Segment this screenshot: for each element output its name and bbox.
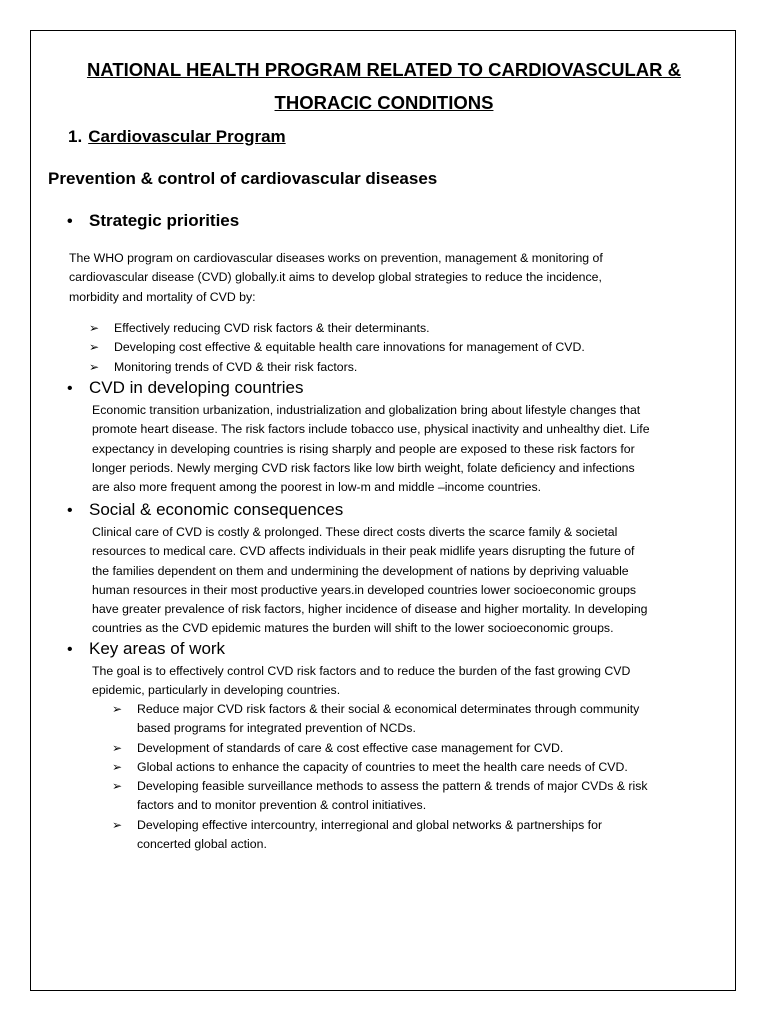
para-line: promote heart disease. The risk factors include tobacco use, physical inactivity and unhealthy diet. Life — [92, 422, 650, 437]
para-line: the families dependent on them and undermining the development of nations by depriving valuable — [92, 563, 629, 578]
arrow-bullet-icon: ➢ — [112, 817, 123, 832]
para-line: are also more frequent among the poorest in low-m and middle –income countries. — [92, 480, 542, 495]
para-line: human resources in their most productive years.in developed countries lower socioeconomic groups — [92, 582, 637, 597]
bullet-icon: • — [67, 380, 73, 397]
para-line: countries as the CVD epidemic matures the burden will shift to the lower socioeconomic groups. — [92, 621, 614, 636]
list-item: ➢ Developing feasible surveillance methods to assess the pattern & trends of major CVDs & risk — [137, 777, 648, 796]
para-line: expectancy in developing countries is rising sharply and people are exposed to these risk factors for — [92, 441, 635, 456]
bullet-icon: • — [67, 213, 73, 230]
social-paragraph — [92, 523, 648, 639]
key-paragraph — [92, 662, 630, 701]
arrow-bullet-icon: ➢ — [112, 759, 123, 774]
list-item-continuation: concerted global action. — [137, 837, 267, 852]
arrow-bullet-icon: ➢ — [112, 740, 123, 755]
list-item-continuation: based programs for integrated prevention of NCDs. — [137, 721, 416, 736]
list-item: ➢ Reduce major CVD risk factors & their social & economical determinates through community — [137, 700, 648, 719]
arrow-bullet-icon: ➢ — [112, 702, 123, 716]
para-line: Clinical care of CVD is costly & prolonged. These direct costs diverts the scarce family & societal — [92, 525, 618, 539]
section-number: 1. — [68, 127, 83, 146]
para-line: have greater prevalence of risk factors, higher incidence of disease and higher mortality. In developing — [92, 602, 648, 617]
arrow-bullet-icon: ➢ — [89, 359, 100, 374]
list-item: ➢ Monitoring trends of CVD & their risk factors. — [114, 358, 585, 377]
para-line: cardiovascular disease (CVD) globally.it aims to develop global strategies to reduce the incidence, — [69, 270, 602, 285]
strategic-paragraph — [69, 249, 603, 307]
document-page — [30, 30, 736, 991]
heading-text: Strategic priorities — [89, 211, 240, 230]
strategic-list — [89, 319, 585, 377]
para-line: longer periods. Newly merging CVD risk factors like low birth weight, folate deficiency and infections — [92, 460, 635, 475]
para-line: resources to medical care. CVD affects individuals in their peak midlife years disrupting the future of — [92, 544, 635, 559]
heading-key-areas — [67, 639, 225, 659]
para-line: morbidity and mortality of CVD by: — [69, 289, 256, 304]
list-item: ➢ Developing effective intercountry, interregional and global networks & partnerships for — [137, 816, 648, 835]
heading-text: CVD in developing countries — [89, 378, 304, 397]
para-line: The WHO program on cardiovascular diseases works on prevention, management & monitoring of — [69, 251, 603, 265]
bullet-icon: • — [67, 641, 73, 658]
para-line: The goal is to effectively control CVD risk factors and to reduce the burden of the fast growing CVD — [92, 664, 631, 678]
title-line-1: NATIONAL HEALTH PROGRAM RELATED TO CARDIOVASCULAR & — [86, 59, 682, 80]
list-item: ➢ Developing cost effective & equitable health care innovations for management of CVD. — [114, 338, 585, 357]
title-line-2: THORACIC CONDITIONS — [274, 92, 494, 113]
document-title — [31, 53, 737, 119]
bullet-icon: • — [67, 502, 73, 519]
arrow-bullet-icon: ➢ — [89, 321, 100, 335]
developing-paragraph — [92, 401, 650, 497]
para-line: epidemic, particularly in developing countries. — [92, 683, 341, 698]
heading-text: Key areas of work — [89, 639, 226, 658]
key-list — [112, 700, 648, 854]
heading-developing-countries — [67, 378, 304, 398]
heading-strategic-priorities — [67, 211, 239, 231]
para-line: Economic transition urbanization, industrialization and globalization bring about lifestyle changes that — [92, 403, 641, 417]
subtitle: Prevention & control of cardiovascular diseases — [48, 169, 438, 188]
section-heading — [68, 127, 286, 147]
arrow-bullet-icon: ➢ — [112, 779, 123, 794]
list-item: ➢ Global actions to enhance the capacity of countries to meet the health care needs of CVD. — [137, 758, 648, 777]
heading-text: Social & economic consequences — [89, 500, 344, 519]
arrow-bullet-icon: ➢ — [89, 340, 100, 355]
list-item-continuation: factors and to monitor prevention & control initiatives. — [137, 798, 427, 813]
list-item: ➢ Development of standards of care & cost effective case management for CVD. — [137, 739, 648, 758]
heading-social-economic — [67, 500, 343, 520]
list-item: ➢ Effectively reducing CVD risk factors & their determinants. — [114, 319, 585, 338]
section-title: Cardiovascular Program — [88, 127, 286, 146]
